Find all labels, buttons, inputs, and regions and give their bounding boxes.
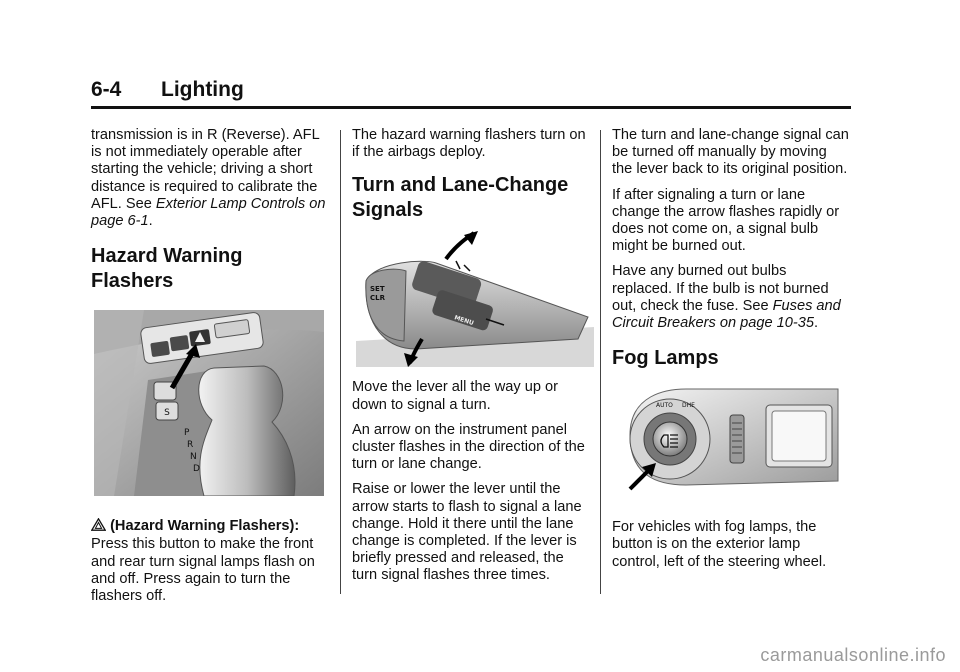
hazard-triangle-icon — [91, 518, 106, 536]
cluster-arrow-paragraph: An arrow on the instrument panel cluster flashes in the direction of the turn or lane change. — [352, 421, 585, 473]
watermark: carmanualsonline.info — [760, 645, 946, 665]
fog-lamp-control-figure — [616, 385, 846, 493]
hazard-button-paragraph — [91, 518, 327, 605]
svg-text:S: S — [164, 408, 170, 419]
clr-label: CLR — [370, 294, 385, 303]
fuse-reference-link[interactable]: Fuses and Circuit Breakers on page 10-35 — [612, 297, 841, 332]
set-label: SET — [370, 285, 385, 294]
gear-p: P — [184, 428, 190, 439]
column-divider-1 — [340, 130, 341, 594]
heading-turn-lane-change: Turn and Lane-Change Signals — [352, 174, 569, 222]
lane-change-paragraph: Raise or lower the lever until the arrow starts to flash to signal a lane change. Hold it there until the lane change is completed. If the lever is briefly pressed and released, the turn signal flashes three times. — [352, 481, 582, 584]
column-divider-2 — [600, 130, 601, 594]
hazard-button-text: Press this button to make the front and rear turn signal lamps flash on and off. Press again to turn the flashers off. — [91, 536, 315, 605]
gear-d: D — [193, 464, 200, 475]
gear-r: R — [187, 440, 194, 451]
column-2 — [352, 127, 590, 593]
hazard-button-label: (Hazard Warning Flashers): — [110, 518, 300, 535]
menu-label: MENU — [453, 314, 475, 328]
column-1 — [91, 127, 327, 613]
hazard-flasher-figure — [94, 310, 324, 496]
heading-hazard-warning-flashers: Hazard Warning Flashers — [91, 245, 243, 293]
column-3 — [612, 127, 850, 579]
heading-fog-lamps: Fog Lamps — [612, 347, 719, 370]
airbag-paragraph: The hazard warning flashers turn on if the airbags deploy. — [352, 127, 586, 161]
header-rule — [91, 106, 851, 109]
bulb-paragraph: If after signaling a turn or lane change the arrow flashes rapidly or does not come on, a signal bulb might be burned out. — [612, 186, 840, 255]
page-header — [91, 78, 851, 108]
fuse-paragraph: Have any burned out bulbs replaced. If the bulb is not burned out, check the fuse. See Fuses and Circuit Breakers on page 10-35. — [612, 263, 841, 332]
fog-lamp-paragraph: For vehicles with fog lamps, the button is on the exterior lamp control, left of the steering wheel. — [612, 519, 827, 570]
section-title: Lighting — [161, 78, 244, 101]
intro-reference-link[interactable]: Exterior Lamp Controls on page 6-1 — [91, 195, 326, 230]
intro-paragraph: transmission is in R (Reverse). AFL is not immediately operable after starting the vehicle; driving a short distance is required to calibrate the AFL. See Exterior Lamp Controls on page 6-1. — [91, 127, 326, 230]
page-number: 6-4 — [91, 78, 122, 101]
gear-n: N — [190, 452, 197, 463]
auto-label: AUTO — [656, 402, 673, 410]
signal-off-paragraph: The turn and lane-change signal can be turned off manually by moving the lever back to its original position. — [612, 127, 849, 178]
move-lever-paragraph: Move the lever all the way up or down to signal a turn. — [352, 379, 559, 413]
dimmer-thumbwheel[interactable] — [730, 415, 744, 463]
dhe-label: DHE — [682, 402, 695, 410]
turn-signal-lever-figure — [356, 231, 594, 367]
